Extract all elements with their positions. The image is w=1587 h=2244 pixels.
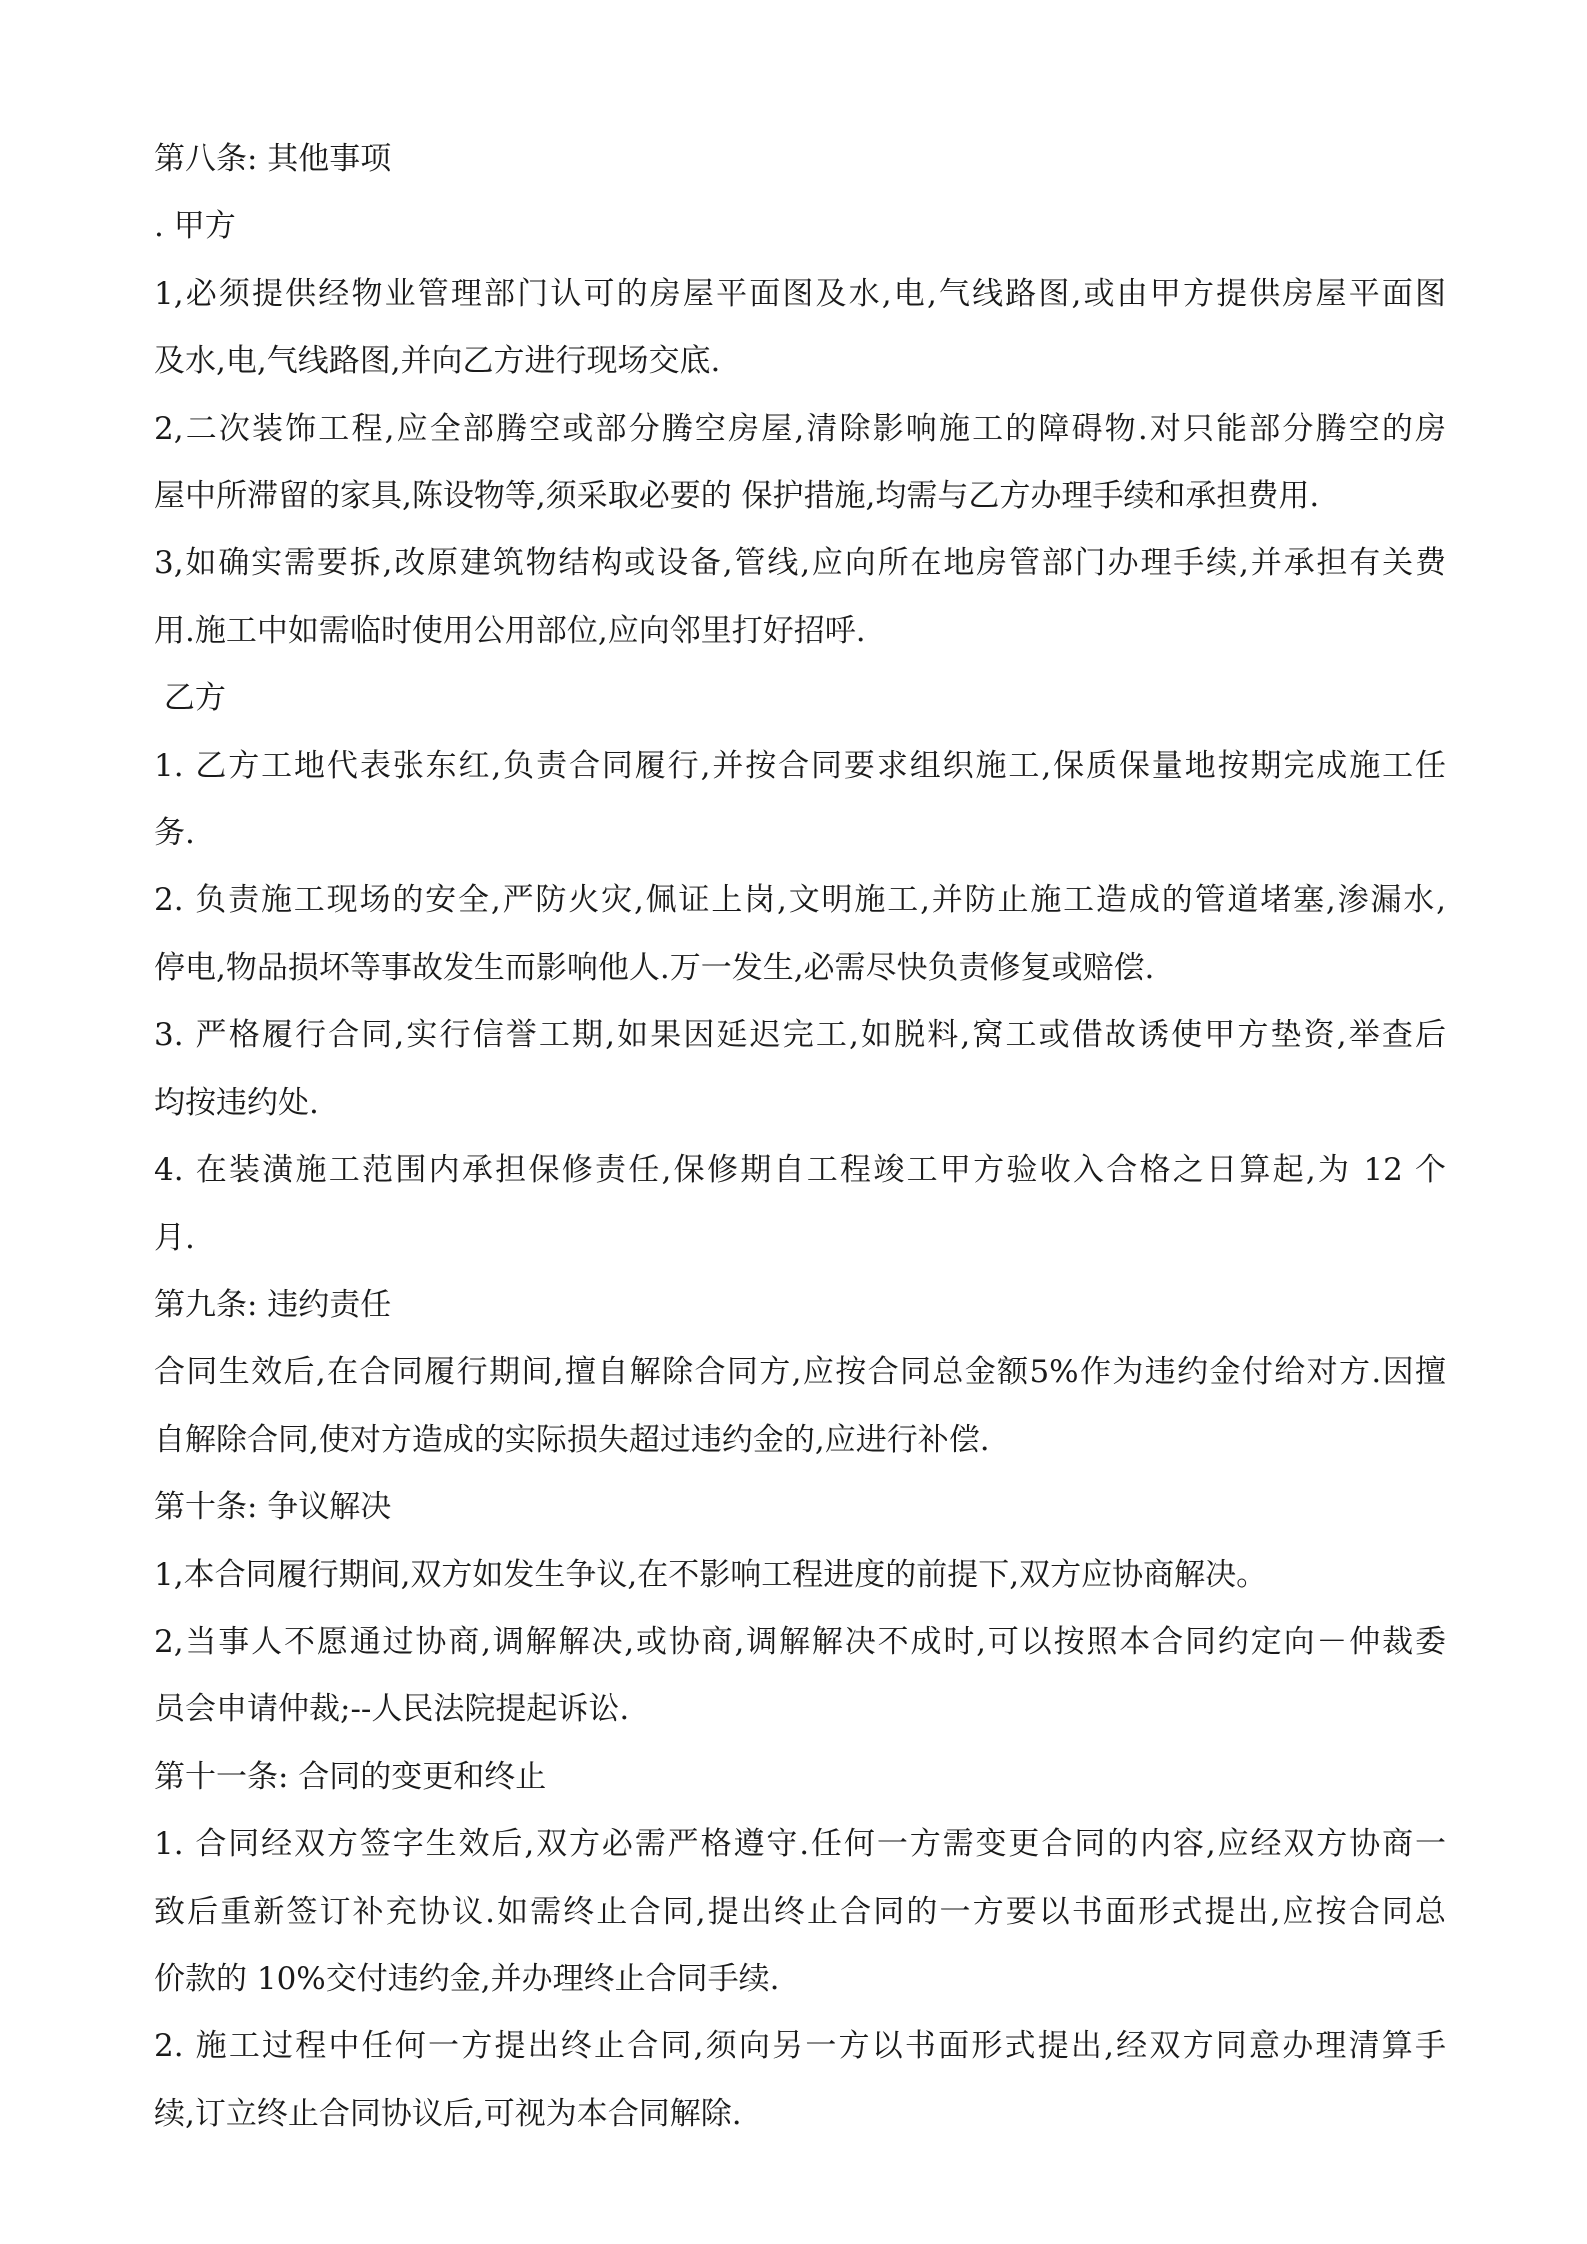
text-line: 致后重新签订补充协议.如需终止合同,提出终止合同的一方要以书面形式提出,应按合同总 (154, 1893, 1446, 1930)
article-9-heading: 第九条: 违约责任 (154, 1286, 392, 1323)
text-line: 3,如确实需要拆,改原建筑物结构或设备,管线,应向所在地房管部门办理手续,并承担有关费 (154, 545, 1446, 582)
party-a-heading: . 甲方 (154, 208, 236, 245)
text-line: 1,必须提供经物业管理部门认可的房屋平面图及水,电,气线路图,或由甲方提供房屋平面图 (154, 275, 1446, 312)
text-line: 续,订立终止合同协议后,可视为本合同解除. (154, 2095, 742, 2132)
text-line: 3. 严格履行合同,实行信誉工期,如果因延迟完工,如脱料,窝工或借故诱使甲方垫资,举查后 (154, 1017, 1446, 1054)
text-line: 2,二次装饰工程,应全部腾空或部分腾空房屋,清除影响施工的障碍物.对只能部分腾空的房 (154, 410, 1446, 447)
article-8-heading: 第八条: 其他事项 (154, 141, 392, 177)
article-11-heading: 第十一条: 合同的变更和终止 (154, 1758, 547, 1795)
text-line: 自解除合同,使对方造成的实际损失超过违约金的,应进行补偿. (154, 1421, 990, 1458)
document-page (154, 126, 1446, 2148)
text-line: 屋中所滞留的家具,陈设物等,须采取必要的 保护措施,均需与乙方办理手续和承担费用. (154, 478, 1320, 515)
text-line: 1,本合同履行期间,双方如发生争议,在不影响工程进度的前提下,双方应协商解决。 (154, 1556, 1268, 1593)
text-line: 2. 施工过程中任何一方提出终止合同,须向另一方以书面形式提出,经双方同意办理清算手 (154, 2028, 1446, 2065)
text-line: 2,当事人不愿通过协商,调解解决,或协商,调解解决不成时,可以按照本合同约定向－仲裁委 (154, 1623, 1446, 1660)
text-line: 1. 乙方工地代表张东红,负责合同履行,并按合同要求组织施工,保质保量地按期完成施工任 (154, 747, 1446, 784)
text-line: 务. (154, 815, 195, 852)
text-line: 价款的 10%交付违约金,并办理终止合同手续. (154, 1960, 780, 1997)
text-line: 合同生效后,在合同履行期间,擅自解除合同方,应按合同总金额5%作为违约金付给对方.因擅 (154, 1354, 1446, 1391)
article-10-heading: 第十条: 争议解决 (154, 1489, 392, 1526)
text-line: 1. 合同经双方签字生效后,双方必需严格遵守.任何一方需变更合同的内容,应经双方协商一 (154, 1826, 1446, 1863)
text-line: 停电,物品损坏等事故发生而影响他人.万一发生,必需尽快负责修复或赔偿. (154, 949, 1155, 986)
party-b-heading: 乙方 (154, 680, 226, 717)
text-line: 均按违约处. (154, 1084, 319, 1121)
text-line: 4. 在装潢施工范围内承担保修责任,保修期自工程竣工甲方验收入合格之日算起,为 12 个 (154, 1152, 1446, 1189)
text-line: 2. 负责施工现场的安全,严防火灾,佩证上岗,文明施工,并防止施工造成的管道堵塞,渗漏水, (154, 882, 1446, 919)
text-line: 月. (154, 1219, 195, 1256)
text-line: 用.施工中如需临时使用公用部位,应向邻里打好招呼. (154, 612, 866, 649)
text-line: 员会申请仲裁;--人民法院提起诉讼. (154, 1691, 630, 1728)
text-line: 及水,电,气线路图,并向乙方进行现场交底. (154, 343, 721, 380)
